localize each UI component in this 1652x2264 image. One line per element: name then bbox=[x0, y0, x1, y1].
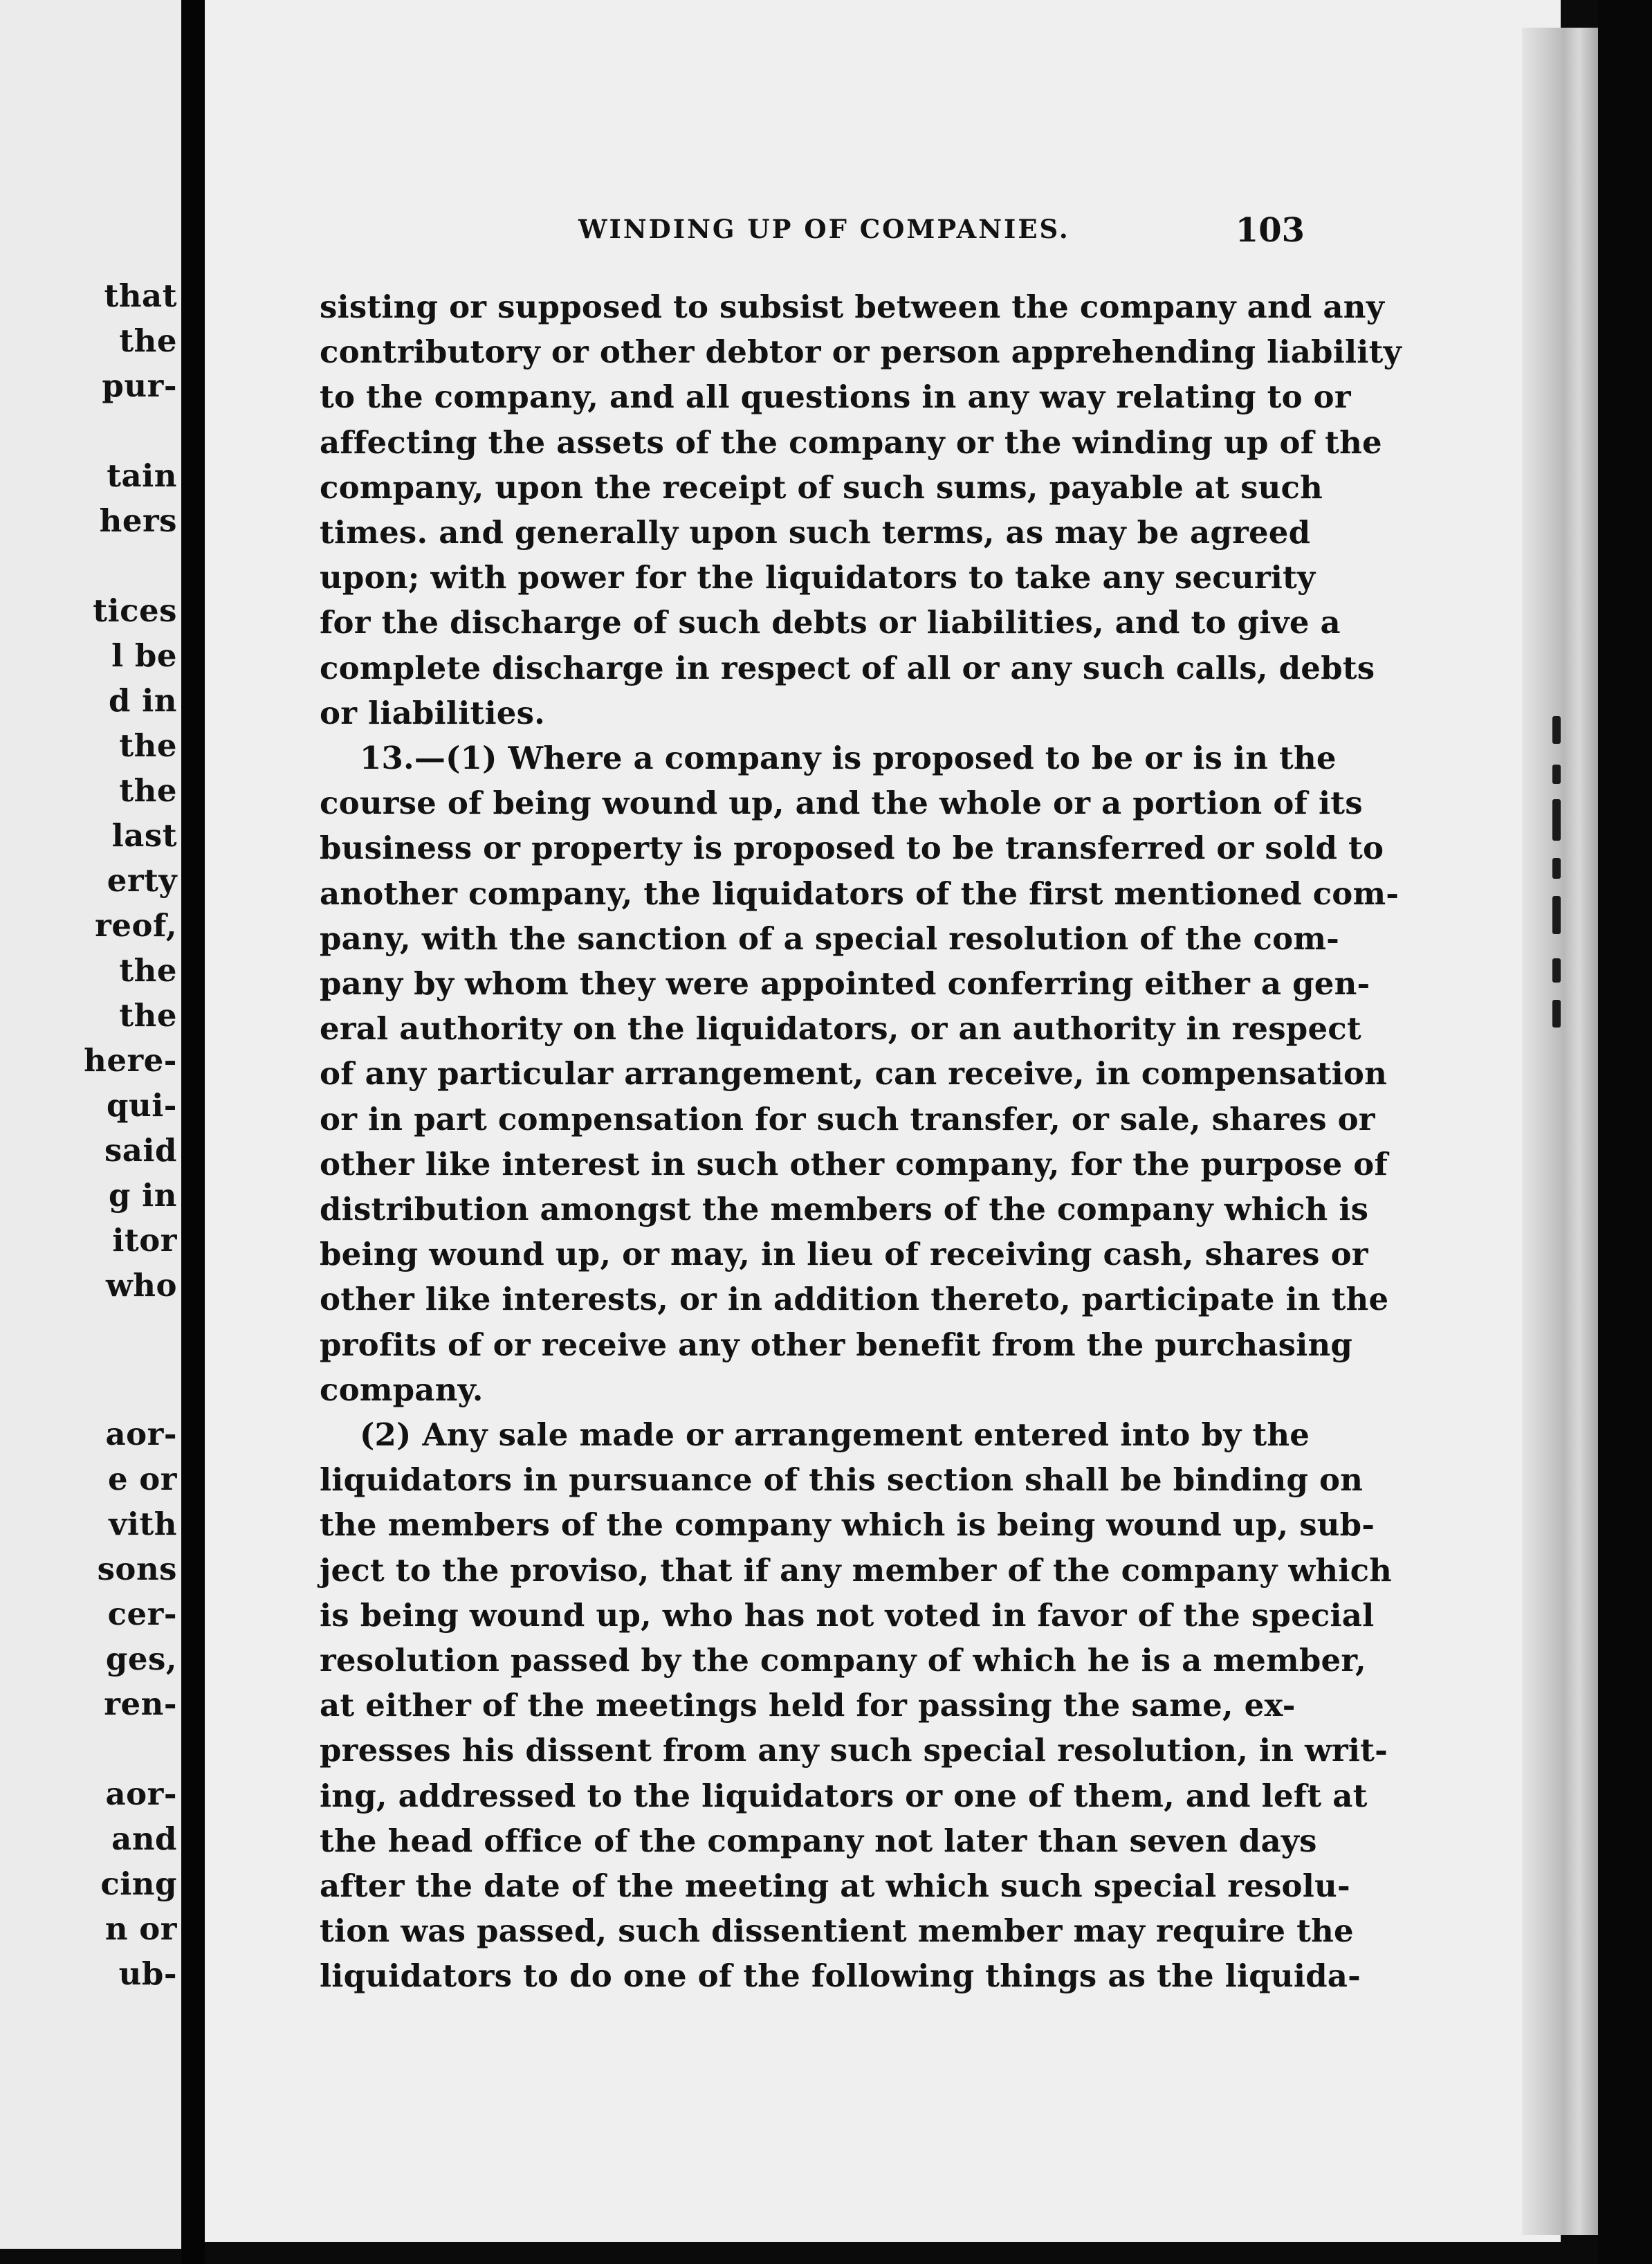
left-page-fragment: d in bbox=[109, 682, 177, 719]
left-page-fragment: vith bbox=[109, 1506, 177, 1542]
section-text: —(1) Where a company is proposed to be or is in the bbox=[414, 740, 1337, 776]
body-line: liquidators in pursuance of this section shall be binding on bbox=[320, 1461, 1364, 1499]
left-page-fragment: n or bbox=[104, 1910, 177, 1947]
page-number: 103 bbox=[1235, 211, 1305, 250]
body-line: for the discharge of such debts or liabilities, and to give a bbox=[320, 604, 1341, 641]
running-head: WINDING UP OF COMPANIES. bbox=[578, 214, 1070, 244]
left-page-fragment: tain bbox=[107, 457, 177, 494]
body-line: eral authority on the liquidators, or an authority in respect bbox=[320, 1010, 1361, 1048]
left-page-fragment: qui- bbox=[107, 1087, 177, 1124]
left-page-fragment: pur- bbox=[102, 367, 177, 404]
left-page-fragment: reof, bbox=[95, 907, 177, 944]
left-page-fragment: the bbox=[119, 952, 177, 989]
left-page-fragment: the bbox=[119, 772, 177, 809]
body-line: ing, addressed to the liquidators or one of them, and left at bbox=[320, 1777, 1368, 1814]
body-line: pany by whom they were appointed conferring either a gen- bbox=[320, 965, 1370, 1002]
left-page-fragment: aor- bbox=[105, 1775, 177, 1812]
left-page-fragment: aor- bbox=[105, 1416, 177, 1452]
body-line: at either of the meetings held for passing the same, ex- bbox=[320, 1687, 1296, 1724]
body-line: presses his dissent from any such special resolution, in writ- bbox=[320, 1732, 1388, 1769]
left-page-fragment: the bbox=[119, 322, 177, 359]
body-line bbox=[360, 736, 1337, 780]
left-page-fragment: ub- bbox=[118, 1955, 177, 1992]
body-line: the head office of the company not later than seven days bbox=[320, 1822, 1317, 1859]
left-page-fragment: who bbox=[106, 1267, 177, 1304]
left-page-fragment: erty bbox=[107, 862, 177, 899]
page-edge-shadow bbox=[1522, 28, 1598, 2235]
body-line: other like interest in such other company, for the purpose of bbox=[320, 1145, 1388, 1183]
book-gutter bbox=[181, 0, 205, 2264]
body-line: affecting the assets of the company or the winding up of the bbox=[320, 423, 1382, 461]
body-line: (2) Any sale made or arrangement entered into by the bbox=[360, 1416, 1310, 1453]
left-page-fragment: cing bbox=[100, 1865, 177, 1902]
left-page-fragment: tices bbox=[93, 592, 177, 629]
body-line: is being wound up, who has not voted in favor of the special bbox=[320, 1596, 1375, 1634]
body-line: company, upon the receipt of such sums, payable at such bbox=[320, 468, 1323, 506]
body-line: business or property is proposed to be transferred or sold to bbox=[320, 830, 1384, 867]
right-border bbox=[1598, 0, 1652, 2264]
body-line: the members of the company which is being wound up, sub- bbox=[320, 1506, 1375, 1544]
edge-ink-marks bbox=[1550, 716, 1565, 1034]
left-page-fragment: last bbox=[111, 817, 177, 854]
body-line: course of being wound up, and the whole or a portion of its bbox=[320, 785, 1363, 822]
body-line: company. bbox=[320, 1371, 484, 1408]
body-line: ject to the proviso, that if any member of the company which bbox=[320, 1551, 1393, 1589]
body-line: or in part compensation for such transfer, or sale, shares or bbox=[320, 1100, 1375, 1138]
body-line: of any particular arrangement, can receive, in compensation bbox=[320, 1055, 1388, 1093]
left-page-fragment: ges, bbox=[105, 1641, 177, 1677]
left-page-fragment: the bbox=[119, 997, 177, 1034]
left-page-fragment: the bbox=[119, 727, 177, 764]
body-line: sisting or supposed to subsist between the company and any bbox=[320, 289, 1385, 325]
body-line: distribution amongst the members of the company which is bbox=[320, 1191, 1369, 1227]
body-line: contributory or other debtor or person apprehending liability bbox=[320, 334, 1402, 371]
page-header bbox=[578, 211, 1305, 253]
body-line: times. and generally upon such terms, as may be agreed bbox=[320, 514, 1311, 551]
body-line: complete discharge in respect of all or any such calls, debts bbox=[320, 649, 1375, 686]
left-page-fragment: said bbox=[104, 1132, 177, 1169]
body-line: another company, the liquidators of the first mentioned com- bbox=[320, 875, 1399, 912]
body-line: or liabilities. bbox=[320, 694, 545, 731]
body-line: tion was passed, such dissentient member may require the bbox=[320, 1912, 1354, 1950]
body-line: liquidators to do one of the following things as the liquida- bbox=[320, 1957, 1361, 1995]
left-page-fragment: and bbox=[111, 1820, 177, 1857]
body-line: to the company, and all questions in any way relating to or bbox=[320, 378, 1351, 416]
section-number: 13. bbox=[360, 740, 414, 776]
left-page-fragment: itor bbox=[112, 1222, 177, 1259]
body-line: upon; with power for the liquidators to take any security bbox=[320, 559, 1316, 596]
left-page-fragment: cer- bbox=[107, 1596, 177, 1632]
body-line: resolution passed by the company of which he is a member, bbox=[320, 1642, 1366, 1679]
body-line: pany, with the sanction of a special resolution of the com- bbox=[320, 920, 1340, 957]
left-page-fragment: e or bbox=[107, 1461, 177, 1497]
body-line: after the date of the meeting at which such special resolu- bbox=[320, 1868, 1350, 1904]
left-page-fragment: here- bbox=[84, 1042, 177, 1079]
left-page-fragment: hers bbox=[99, 502, 177, 539]
left-facing-page bbox=[0, 0, 181, 2249]
body-line: profits of or receive any other benefit from the purchasing bbox=[320, 1326, 1353, 1363]
body-line: other like interests, or in addition thereto, participate in the bbox=[320, 1281, 1389, 1318]
left-page-fragment: sons bbox=[97, 1551, 177, 1587]
left-page-fragment: g in bbox=[109, 1177, 177, 1214]
left-page-fragment: that bbox=[104, 277, 177, 314]
body-line: being wound up, or may, in lieu of receiving cash, shares or bbox=[320, 1236, 1368, 1273]
left-page-fragment: ren- bbox=[104, 1686, 177, 1722]
left-page-fragment: l be bbox=[111, 637, 177, 674]
